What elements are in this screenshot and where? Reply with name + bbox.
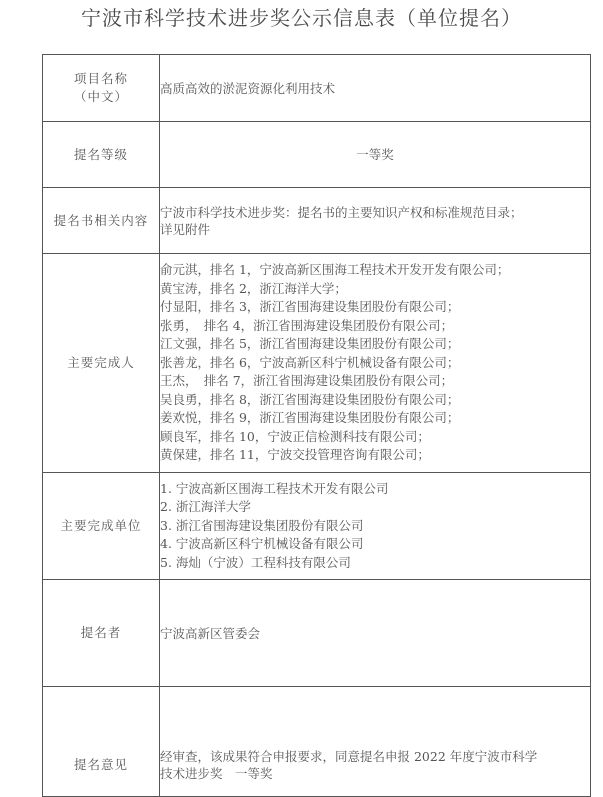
contributor-item: 黄保建，排名 11，宁波交投管理咨询有限公司；: [160, 447, 430, 463]
main-units-list: [160, 473, 591, 580]
nomination-content-line2: 详见附件: [160, 221, 211, 237]
nomination-content-line1: 宁波市科学技术进步奖：提名书的主要知识产权和标准规范目录；: [160, 204, 523, 220]
row-nominator: [43, 580, 591, 687]
page-title: 宁波市科学技术进步奖公示信息表（单位提名）: [81, 6, 522, 30]
row-nomination-content: [43, 188, 591, 254]
main-units-label: 主要完成单位: [43, 473, 160, 580]
nomination-level-value: 一等奖: [160, 122, 591, 188]
nominator-label: 提名者: [43, 580, 160, 687]
project-name-label-line1: 项目名称: [73, 71, 128, 86]
contributor-item: 江文强，排名 5，浙江省围海建设集团股份有限公司；: [160, 336, 460, 352]
contributor-item: 张善龙，排名 6，宁波高新区科宁机械设备有限公司；: [160, 354, 460, 370]
main-contributors-list: [160, 254, 591, 473]
contributor-item: 俞元淇，排名 1，宁波高新区围海工程技术开发开发有限公司；: [160, 262, 510, 278]
contributor-item: 姜欢悦，排名 9，浙江省围海建设集团股份有限公司；: [160, 410, 460, 426]
unit-item: 4. 宁波高新区科宁机械设备有限公司: [160, 536, 364, 552]
contributor-item: 吴良勇，排名 8，浙江省围海建设集团股份有限公司；: [160, 391, 460, 407]
unit-item: 3. 浙江省围海建设集团股份有限公司: [160, 517, 364, 533]
opinion-value: [160, 687, 591, 797]
contributor-item: 黄宝涛，排名 2，浙江海洋大学；: [160, 280, 347, 296]
row-main-contributors: [43, 254, 591, 473]
nomination-level-label: 提名等级: [43, 122, 160, 188]
contributor-item: 王杰， 排名 7，浙江省围海建设集团股份有限公司；: [160, 373, 454, 389]
row-nomination-level: [43, 122, 591, 188]
row-opinion: [43, 687, 591, 797]
project-name-value: 高质高效的淤泥资源化利用技术: [160, 55, 591, 122]
contributor-item: 顾良军，排名 10，宁波正信检测科技有限公司；: [160, 428, 430, 444]
row-main-units: [43, 473, 591, 580]
project-name-label-line2: （中文）: [73, 89, 128, 104]
row-project-name: [43, 55, 591, 122]
nominator-value: 宁波高新区管委会: [160, 580, 591, 687]
contributor-item: 张勇， 排名 4，浙江省围海建设集团股份有限公司；: [160, 317, 454, 333]
unit-item: 2. 浙江海洋大学: [160, 499, 251, 515]
contributor-item: 付显阳，排名 3，浙江省围海建设集团股份有限公司；: [160, 299, 460, 315]
project-name-label: [43, 55, 160, 122]
nomination-content-value: [160, 188, 591, 254]
unit-item: 1. 宁波高新区围海工程技术开发有限公司: [160, 480, 389, 496]
nomination-content-label: 提名书相关内容: [43, 188, 160, 254]
opinion-line2: 技术进步奖 一等奖: [160, 766, 273, 781]
info-table: [42, 54, 591, 797]
opinion-label: 提名意见: [43, 687, 160, 797]
main-contributors-label: 主要完成人: [43, 254, 160, 473]
opinion-line1: 经审查，该成果符合申报要求，同意提名申报 2022 年度宁波市科学: [160, 749, 538, 764]
unit-item: 5. 海灿（宁波）工程科技有限公司: [160, 554, 351, 570]
